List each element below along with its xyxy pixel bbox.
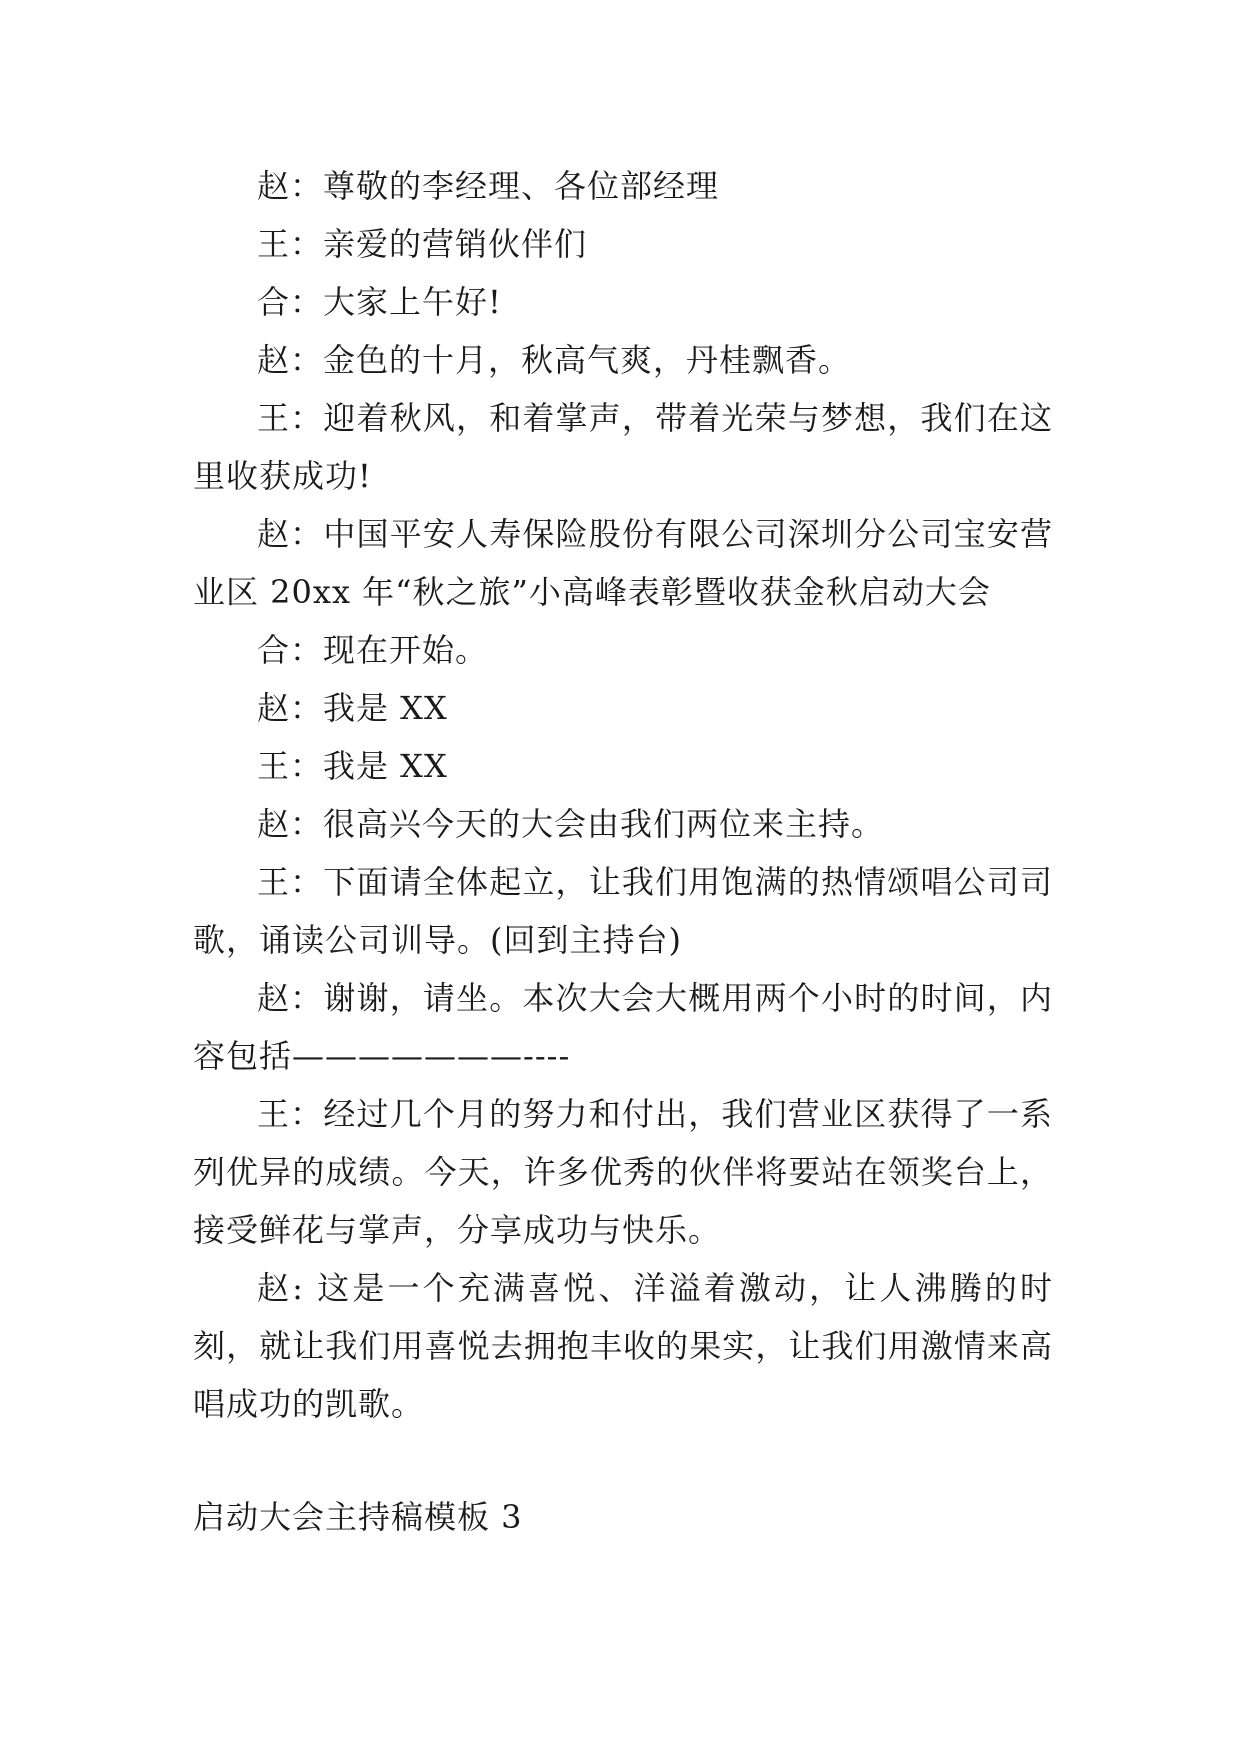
paragraph: 合：大家上午好! <box>257 283 502 321</box>
paragraph: 王：下面请全体起立，让我们用饱满的热情颂唱公司司歌，诵读公司训导。(回到主持台) <box>193 863 1053 959</box>
paragraph: 赵：金色的十月，秋高气爽，丹桂飘香。 <box>257 341 852 379</box>
paragraph: 赵：我是 XX <box>257 689 448 727</box>
paragraph: 赵：尊敬的李经理、各位部经理 <box>257 167 720 205</box>
paragraph: 赵：很高兴今天的大会由我们两位来主持。 <box>257 805 885 843</box>
paragraph: 王：我是 XX <box>257 747 448 785</box>
paragraph: 王：经过几个月的努力和付出，我们营业区获得了一系列优异的成绩。今天，许多优秀的伙伴将要站在领奖台上，接受鲜花与掌声，分享成功与快乐。 <box>193 1095 1053 1249</box>
paragraph: 王：迎着秋风，和着掌声，带着光荣与梦想，我们在这里收获成功! <box>193 399 1053 495</box>
document-body <box>193 157 1053 1433</box>
section-heading: 启动大会主持稿模板 3 <box>193 1498 523 1536</box>
paragraph: 合：现在开始。 <box>257 631 489 669</box>
paragraph: 赵：谢谢，请坐。本次大会大概用两个小时的时间，内容包括———————---- <box>193 979 1053 1075</box>
paragraph: 赵：中国平安人寿保险股份有限公司深圳分公司宝安营业区 20xx 年“秋之旅”小高峰表彰暨收获金秋启动大会 <box>193 515 1053 611</box>
paragraph: 赵: 这是一个充满喜悦、洋溢着激动，让人沸腾的时刻，就让我们用喜悦去拥抱丰收的果实，让我们用激情来高唱成功的凯歌。 <box>193 1269 1053 1423</box>
paragraph: 王：亲爱的营销伙伴们 <box>257 225 588 263</box>
